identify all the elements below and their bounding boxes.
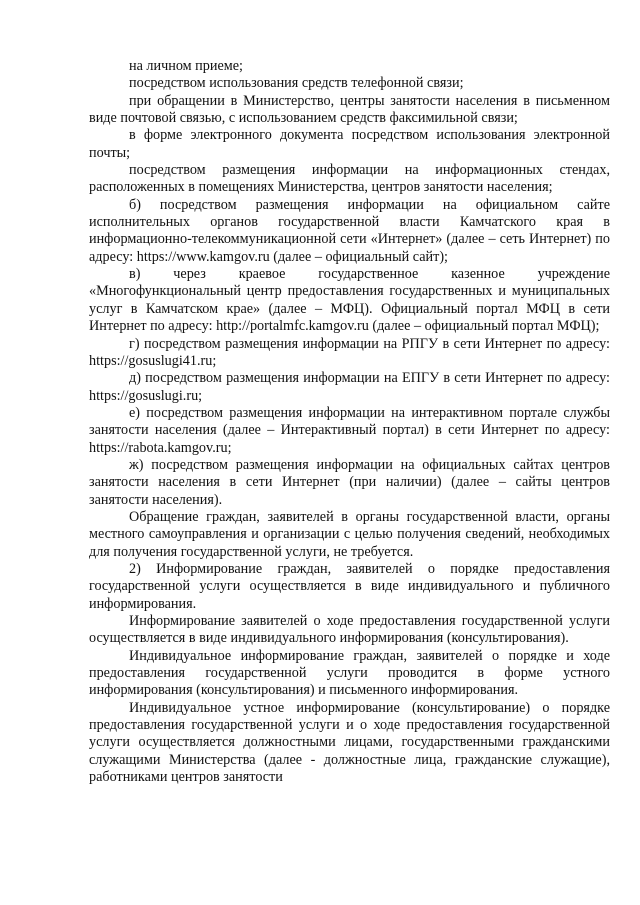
paragraph-phone: посредством использования средств телефонной связи;: [129, 75, 464, 92]
paragraph-official-site: б) посредством размещения информации на официальном сайте исполнительных органов государственной власти Камчатского края в информационно-телекоммуникационной сети «Интернет» (далее – сеть Интернет) по адресу: https://www.kamgov.ru (далее – официальный сайт);: [89, 196, 610, 265]
paragraph-center-sites: ж) посредством размещения информации на официальных сайтах центров занятости населения в сети Интернет (при наличии) (далее – сайты центров занятости населения).: [89, 456, 610, 508]
paragraph-no-appeal-required: Обращение граждан, заявителей в органы государственной власти, органы местного самоуправления и организации с целью получения сведений, необходимых для получения государственной услуги, не требуется.: [89, 508, 610, 560]
paragraph-interactive-portal: е) посредством размещения информации на интерактивном портале службы занятости населения (далее – Интерактивный портал) в сети Интернет по адресу: https://rabota.kamgov.ru;: [89, 404, 610, 456]
paragraph-in-person: на личном приеме;: [129, 58, 243, 74]
paragraph-info-stands: посредством размещения информации на информационных стендах, расположенных в помещениях Министерства, центров занятости населения;: [89, 162, 610, 196]
paragraph-mfc: в) через краевое государственное казенное учреждение «Многофункциональный центр предоставления государственных и муниципальных услуг в Камчатском крае» (далее – МФЦ). Официальный портал МФЦ в сети Интернет по адресу: http://portalmfc.kamgov.ru (далее – официальный портал МФЦ);: [89, 266, 610, 335]
paragraph-written-appeal: при обращении в Министерство, центры занятости населения в письменном виде почтовой связью, с использованием средств факсимильной связи;: [89, 92, 610, 127]
paragraph-informing-types: 2) Информирование граждан, заявителей о порядке предоставления государственной услуги осуществляется в виде индивидуального и публичного информирования.: [89, 560, 610, 612]
document-page: [89, 58, 610, 786]
paragraph-email: в форме электронного документа посредством использования электронной почты;: [89, 127, 610, 161]
paragraph-rpgu: г) посредством размещения информации на РПГУ в сети Интернет по адресу: https://gosuslugi41.ru;: [89, 335, 610, 369]
paragraph-oral-informing: Индивидуальное устное информирование (консультирование) о порядке предоставления государственной услуги и о ходе предоставления государственной услуги осуществляется должностными лицами, государственными гражданскими служащими Министерства (далее - должностные лица, гражданские служащие), работниками центров занятости: [89, 699, 610, 786]
paragraph-progress-informing: Информирование заявителей о ходе предоставления государственной услуги осуществляется в виде индивидуального информирования (консультирования).: [89, 613, 610, 647]
paragraph-epgu: д) посредством размещения информации на ЕПГУ в сети Интернет по адресу: https://gosuslugi.ru;: [89, 370, 610, 404]
paragraph-individual-informing: Индивидуальное информирование граждан, заявителей о порядке и ходе предоставления государственной услуги проводится в форме устного информирования (консультирования) и письменного информирования.: [89, 647, 610, 699]
